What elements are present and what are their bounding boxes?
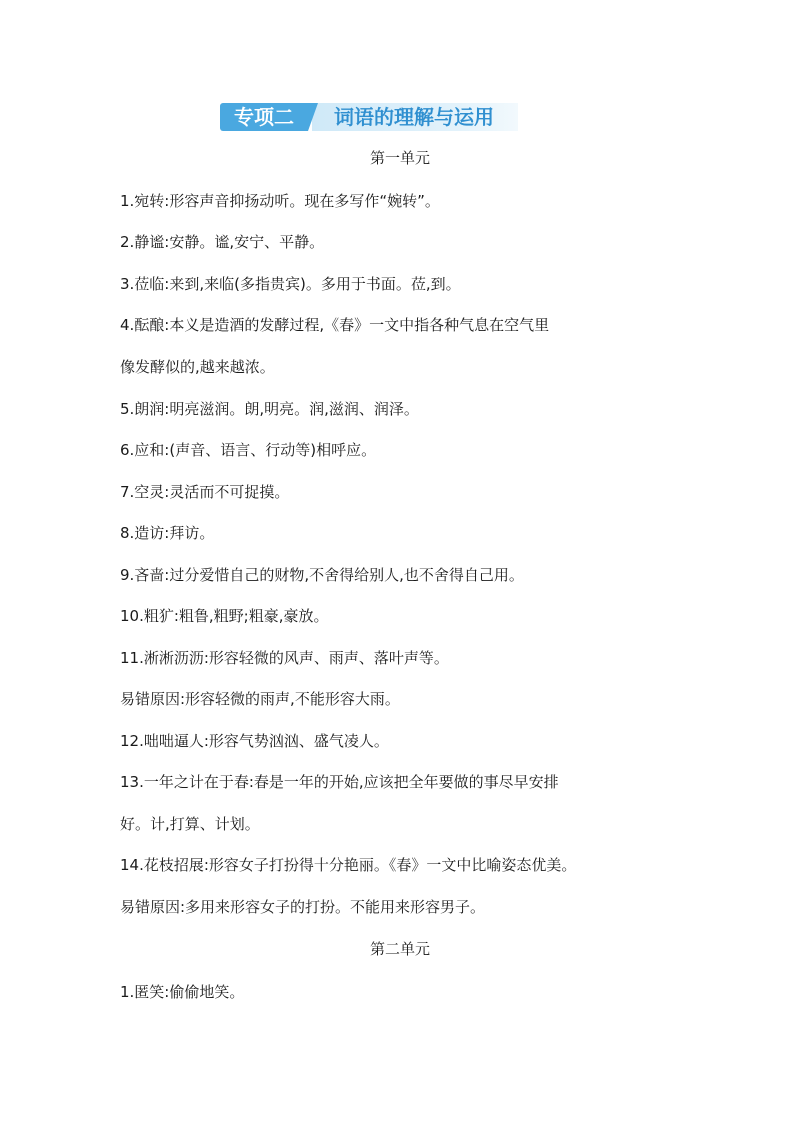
term-entry: 10.粗犷:粗鲁,粗野;粗豪,豪放。	[120, 607, 329, 625]
term-entry: 13.一年之计在于春:春是一年的开始,应该把全年要做的事尽早安排	[120, 773, 559, 791]
term-entry-continued: 好。计,打算、计划。	[120, 815, 260, 833]
term-entry: 9.吝啬:过分爱惜自己的财物,不舍得给别人,也不舍得自己用。	[120, 566, 524, 584]
unit-heading: 第一单元	[369, 149, 430, 167]
term-entry: 2.静谧:安静。谧,安宁、平静。	[120, 233, 325, 251]
section-badge: 专项二	[220, 103, 308, 131]
section-title: 词语的理解与运用	[312, 103, 518, 131]
term-entry: 6.应和:(声音、语言、行动等)相呼应。	[120, 441, 377, 459]
section-banner	[220, 103, 518, 131]
term-entry: 3.莅临:来到,来临(多指贵宾)。多用于书面。莅,到。	[120, 275, 461, 293]
term-entry: 12.咄咄逼人:形容气势汹汹、盛气凌人。	[120, 732, 389, 750]
term-entry: 7.空灵:灵活而不可捉摸。	[120, 483, 290, 501]
term-entry: 8.造访:拜访。	[120, 524, 215, 542]
term-entry: 4.酝酿:本义是造酒的发酵过程,《春》一文中指各种气息在空气里	[120, 316, 550, 334]
error-note: 易错原因:形容轻微的雨声,不能形容大雨。	[120, 690, 400, 708]
term-entry: 5.朗润:明亮滋润。朗,明亮。润,滋润、润泽。	[120, 400, 419, 418]
term-entry: 1.宛转:形容声音抑扬动听。现在多写作“婉转”。	[120, 192, 440, 210]
term-entry: 11.淅淅沥沥:形容轻微的风声、雨声、落叶声等。	[120, 649, 449, 667]
term-entry: 1.匿笑:偷偷地笑。	[120, 983, 245, 1001]
term-entry-continued: 像发酵似的,越来越浓。	[120, 358, 275, 376]
unit-heading: 第二单元	[369, 940, 430, 958]
term-entry: 14.花枝招展:形容女子打扮得十分艳丽。《春》一文中比喻姿态优美。	[120, 856, 577, 874]
error-note: 易错原因:多用来形容女子的打扮。不能用来形容男子。	[120, 898, 486, 916]
